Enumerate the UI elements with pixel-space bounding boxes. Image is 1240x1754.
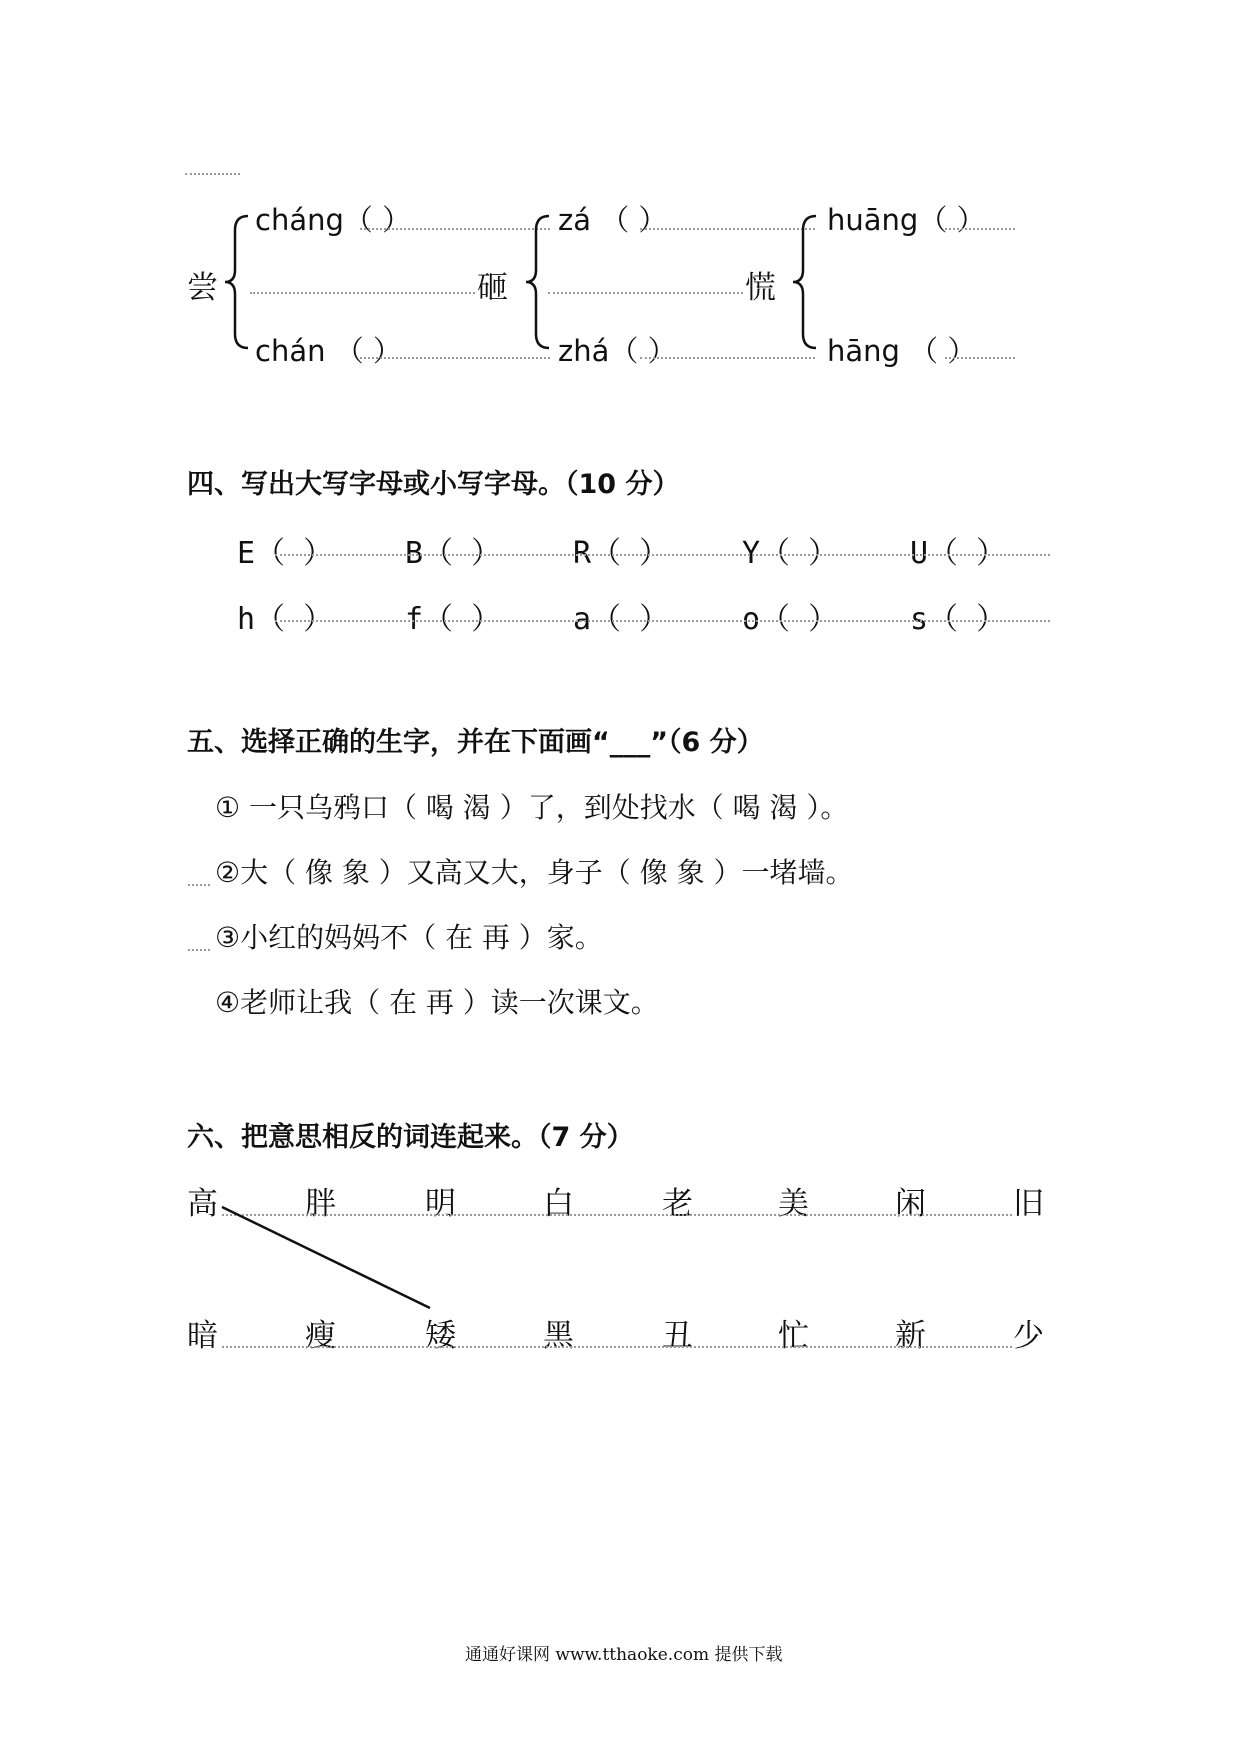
polyphone-char: 砸 bbox=[477, 270, 508, 306]
polyphone-char: 尝 bbox=[187, 270, 218, 306]
letter-item: a（ ） bbox=[573, 602, 670, 637]
word-top: 老 bbox=[662, 1186, 693, 1222]
pinyin-option: zá （ ） bbox=[558, 203, 668, 237]
word-bottom: 丑 bbox=[662, 1318, 693, 1354]
section-6-title: 六、把意思相反的词连起来。（7 分） bbox=[187, 1122, 634, 1153]
word-top: 白 bbox=[543, 1186, 574, 1222]
word-bottom: 新 bbox=[895, 1318, 926, 1354]
sentence-line: ③小红的妈妈不（ 在 再 ）家。 bbox=[215, 921, 603, 954]
word-top: 明 bbox=[425, 1186, 456, 1222]
sentence-line: ④老师让我（ 在 再 ）读一次课文。 bbox=[215, 986, 659, 1019]
word-bottom: 矮 bbox=[425, 1318, 456, 1354]
word-bottom: 瘦 bbox=[305, 1318, 336, 1354]
sentence-line: ① 一只乌鸦口（ 喝 渴 ）了，到处找水（ 喝 渴 ）。 bbox=[215, 791, 849, 824]
letter-item: Y（ ） bbox=[742, 536, 839, 571]
letter-item: f（ ） bbox=[405, 602, 502, 637]
sentence-line: ②大（ 像 象 ）又高又大，身子（ 像 象 ）一堵墙。 bbox=[215, 856, 854, 889]
pinyin-option: chán （ ） bbox=[255, 334, 402, 368]
letter-item: s（ ） bbox=[910, 602, 1007, 637]
section-5-title: 五、选择正确的生字，并在下面画“___”（6 分） bbox=[187, 727, 764, 758]
polyphone-char: 慌 bbox=[745, 270, 776, 306]
word-top: 旧 bbox=[1013, 1186, 1044, 1222]
letter-item: B（ ） bbox=[405, 536, 502, 571]
letter-item: R（ ） bbox=[573, 536, 670, 571]
pinyin-option: hāng （ ） bbox=[827, 334, 977, 368]
pinyin-option: zhá（ ） bbox=[558, 334, 677, 368]
word-bottom: 少 bbox=[1013, 1318, 1044, 1354]
word-bottom: 暗 bbox=[187, 1318, 218, 1354]
letter-item: E（ ） bbox=[237, 536, 334, 571]
footer-text: 通通好课网 www.tthaoke.com 提供下载 bbox=[465, 1645, 783, 1665]
word-top: 胖 bbox=[305, 1186, 336, 1222]
section-4-title: 四、写出大写字母或小写字母。（10 分） bbox=[187, 469, 680, 500]
letter-item: U（ ） bbox=[910, 536, 1007, 571]
leader-dots bbox=[222, 1346, 1012, 1348]
pinyin-option: cháng（ ） bbox=[255, 203, 412, 237]
letter-item: o（ ） bbox=[742, 602, 839, 637]
pinyin-option: huāng（ ） bbox=[827, 203, 986, 237]
word-bottom: 忙 bbox=[778, 1318, 809, 1354]
word-top: 美 bbox=[778, 1186, 809, 1222]
word-bottom: 黑 bbox=[543, 1318, 574, 1354]
word-top: 高 bbox=[187, 1186, 218, 1222]
letter-item: h（ ） bbox=[237, 602, 334, 637]
word-top: 闲 bbox=[895, 1186, 926, 1222]
